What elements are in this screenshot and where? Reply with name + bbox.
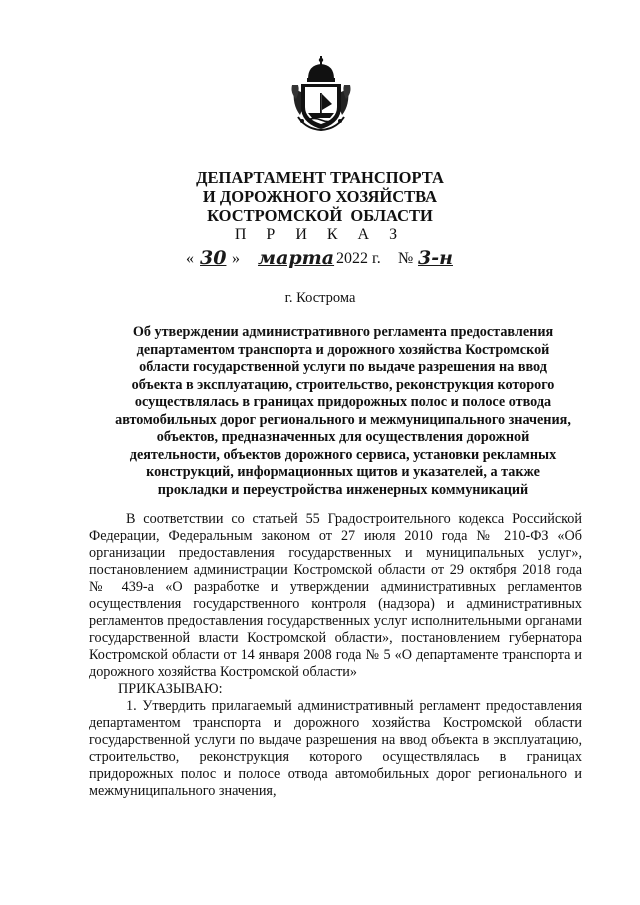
order-number: 3-н	[418, 247, 453, 269]
order-title: П Р И К А З	[234, 226, 406, 243]
department-name	[0, 168, 640, 225]
order-subject: Об утверждении административного регламента предоставления департаментом транспорта и дорожного хозяйства Костромской области государственной услуги по выдаче разрешения на ввод объекта в эксплуатацию, строительство, реконструкция которого осуществлялась в границах придорожных полос и полосе отвода автомобильных дорог регионального и межмуниципального значения, объектов, предназначенных для осуществления дорожной деятельности, объектов дорожного сервиса, установки рекламных конструкций, информационных щитов и указателей, а также прокладки и переустройства инженерных коммуникаций	[115, 324, 571, 498]
coat-of-arms-icon	[288, 55, 354, 131]
order-day: 30	[200, 247, 227, 269]
order-item-1: 1. Утвердить прилагаемый административный регламент предоставления департаментом транспорта и дорожного хозяйства Костромской области государственной услуги по выдаче разрешения на ввод объекта в эксплуатацию, строительство, реконструкция которого осуществлялась в границах придорожных полос и полосе отвода автомобильных дорог регионального и межмуниципального значения,	[89, 698, 582, 799]
orders-word: ПРИКАЗЫВАЮ:	[118, 681, 223, 697]
department-line-2: И ДОРОЖНОГО ХОЗЯЙСТВА	[202, 187, 438, 206]
quote-close: »	[232, 250, 240, 267]
order-year: 2022 г.	[336, 250, 381, 267]
order-month: марта	[258, 247, 335, 269]
department-line-3: КОСТРОМСКОЙ ОБЛАСТИ	[207, 206, 433, 225]
order-number-prefix: №	[398, 250, 414, 267]
order-date-line	[186, 247, 486, 274]
order-body	[89, 511, 582, 800]
department-line-1: ДЕПАРТАМЕНТ ТРАНСПОРТА	[196, 168, 444, 187]
preamble-paragraph: В соответствии со статьей 55 Градостроительного кодекса Российской Федерации, Федеральным законом от 27 июля 2010 года № 210-ФЗ «Об организации предоставления государственных и муниципальных услуг», постановлением администрации Костромской области от 29 октября 2018 года № 439-а «О разработке и утверждении административных регламентов осуществления государственного контроля (надзора) и административных регламентов предоставления государственных услуг исполнительными органами государственной власти Костромской области», постановлением губернатора Костромской области от 14 января 2008 года № 5 «О департаменте транспорта и дорожного хозяйства Костромской области»	[89, 511, 582, 680]
order-city: г. Кострома	[284, 290, 356, 306]
quote-open: «	[186, 250, 194, 267]
